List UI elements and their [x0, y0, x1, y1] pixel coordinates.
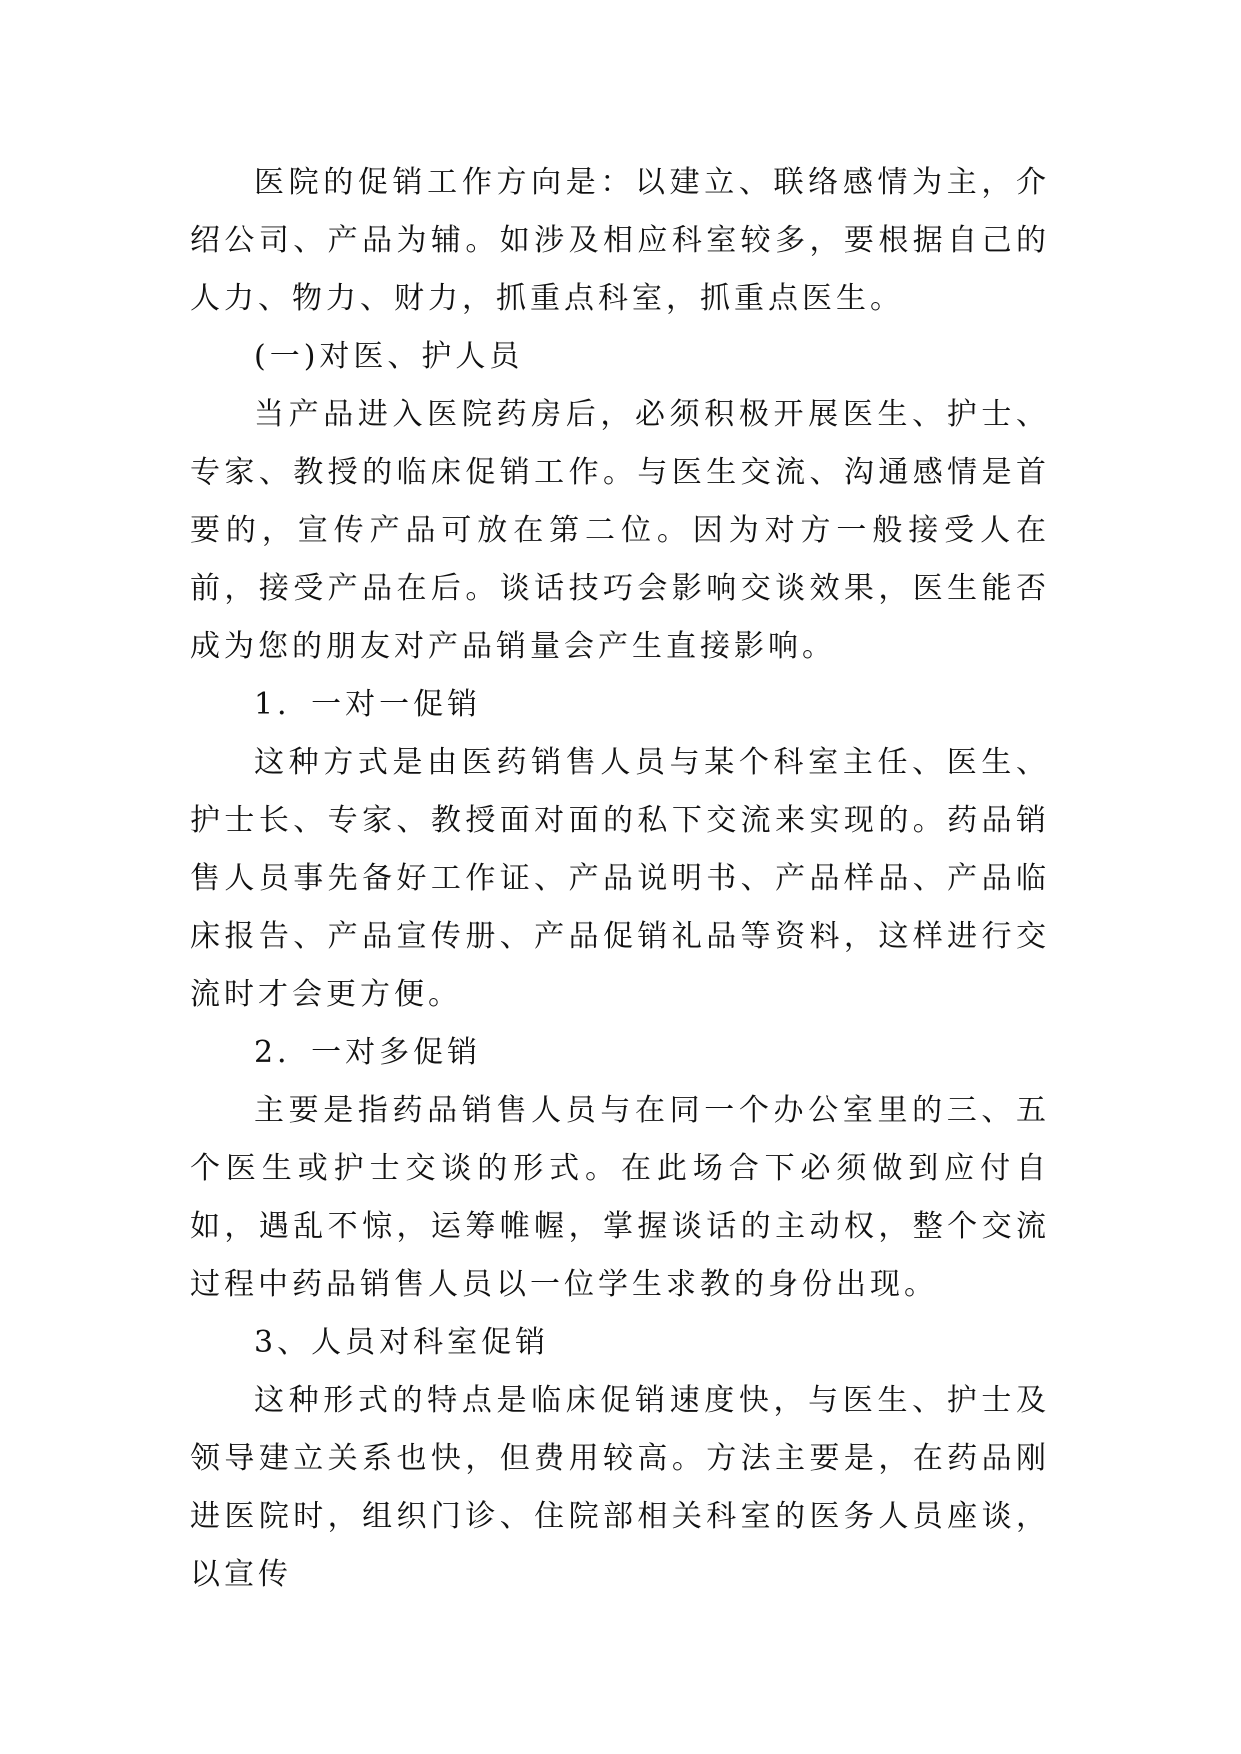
- medical-staff-paragraph: 当产品进入医院药房后，必须积极开展医生、护士、专家、教授的临床促销工作。与医生交流、沟通感情是首要的，宣传产品可放在第二位。因为对方一般接受人在前，接受产品在后。谈话技巧会影响交谈效果，医生能否成为您的朋友对产品销量会产生直接影响。: [190, 397, 1050, 664]
- one-to-many-paragraph: 主要是指药品销售人员与在同一个办公室里的三、五个医生或护士交谈的形式。在此场合下必须做到应付自如，遇乱不惊，运筹帷幄，掌握谈话的主动权，整个交流过程中药品销售人员以一位学生求教的身份出现。: [190, 1093, 1050, 1302]
- document-body: [190, 154, 1050, 1604]
- subheading-one-to-one: 1．一对一促销: [254, 687, 482, 722]
- section-heading-medical-staff: (一)对医、护人员: [254, 339, 524, 374]
- intro-paragraph: 医院的促销工作方向是：以建立、联络感情为主，介绍公司、产品为辅。如涉及相应科室较多，要根据自己的人力、物力、财力，抓重点科室，抓重点医生。: [190, 165, 1050, 316]
- staff-to-department-paragraph: 这种形式的特点是临床促销速度快，与医生、护士及领导建立关系也快，但费用较高。方法主要是，在药品刚进医院时，组织门诊、住院部相关科室的医务人员座谈，以宣传: [190, 1383, 1050, 1592]
- subheading-staff-to-department: 3、人员对科室促销: [254, 1325, 550, 1360]
- one-to-one-paragraph: 这种方式是由医药销售人员与某个科室主任、医生、护士长、专家、教授面对面的私下交流来实现的。药品销售人员事先备好工作证、产品说明书、产品样品、产品临床报告、产品宣传册、产品促销礼品等资料，这样进行交流时才会更方便。: [190, 745, 1050, 1012]
- subheading-one-to-many: 2．一对多促销: [254, 1035, 482, 1070]
